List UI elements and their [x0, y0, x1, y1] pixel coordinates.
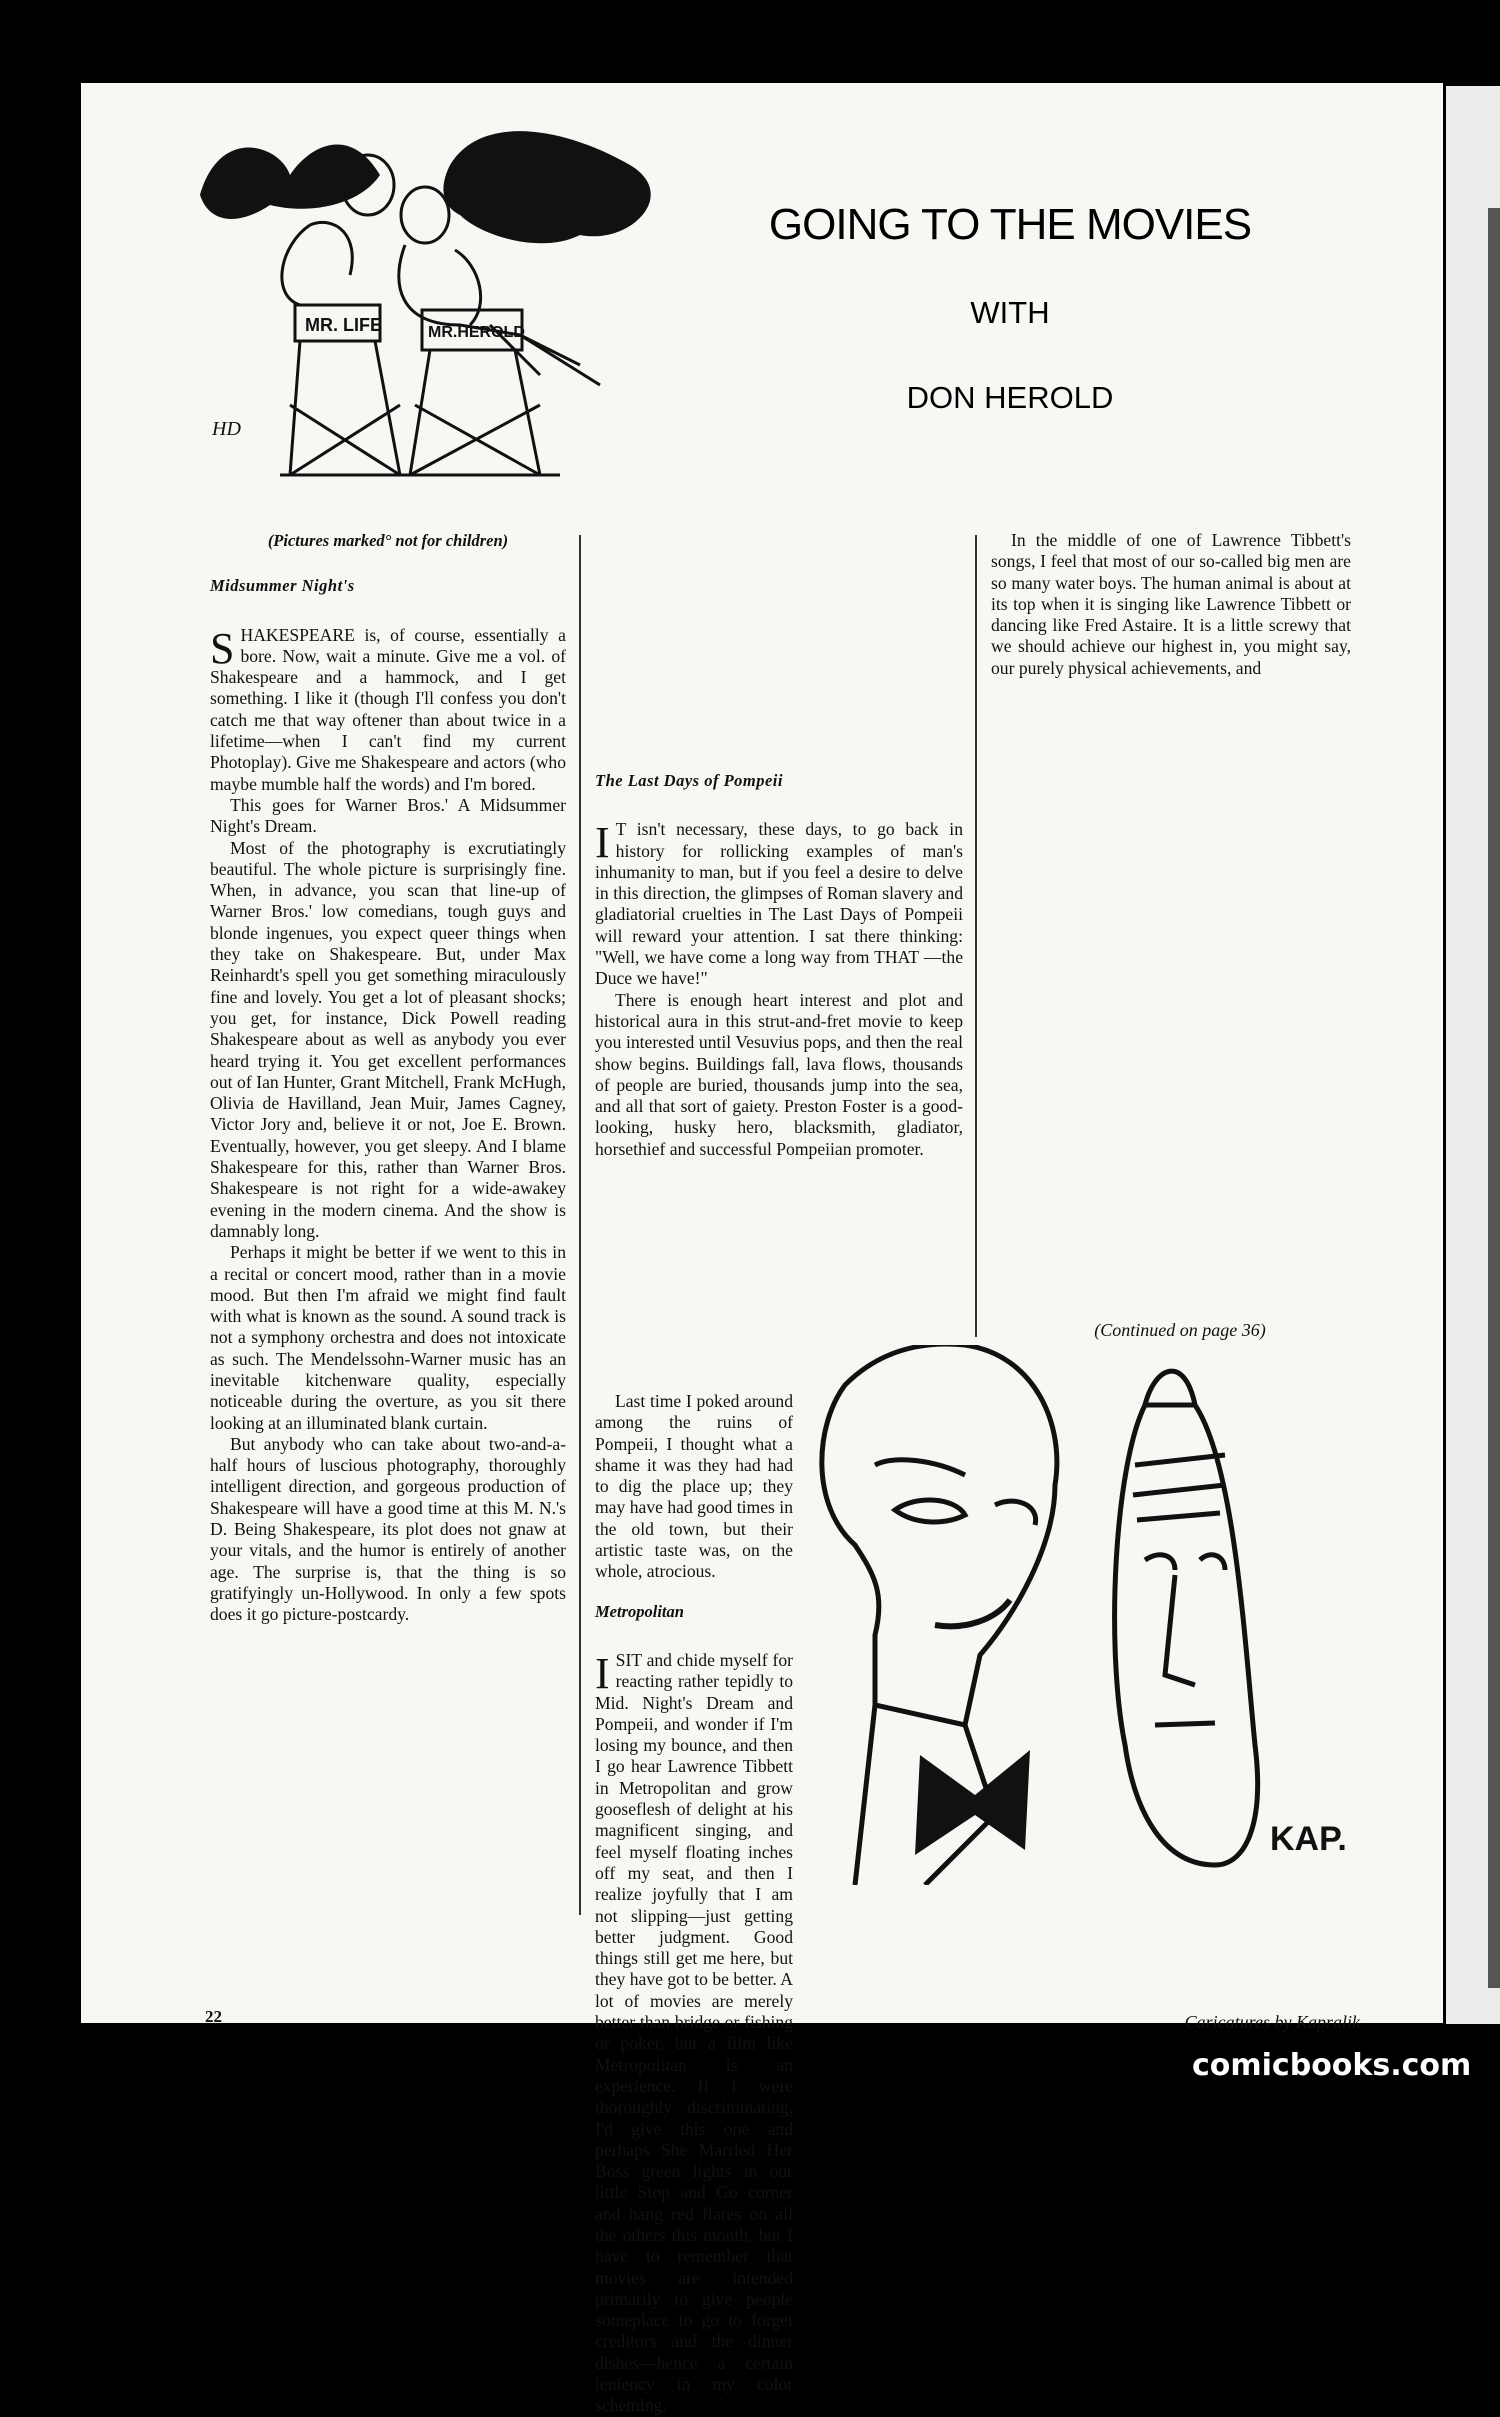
column-3: [991, 530, 1351, 679]
watermark: comicbooks.com: [1192, 2048, 1472, 2083]
paragraph: Perhaps it might be better if we went to this in a recital or concert mood, rather than in a movie mood. But then I'm afraid we might find fault with what is known as the sound. A sound track is not a symphony orchestra and does not intoxicate as such. The Mendelssohn-Warner music has an inevitable kitchenware quality, especially noticeable during the overture, as you sit there looking at an illuminated blank curtain.: [210, 1242, 566, 1433]
caricatures-illustration: [815, 1345, 1360, 1885]
column-rule: [579, 535, 581, 1915]
paragraph: ISIT and chide myself for reacting rather tepidly to Mid. Night's Dream and Pompeii, and wonder if I'm losing my bounce, and then I go hear Lawrence Tibbett in Metropolitan and grow gooseflesh of delight at his magnificent singing, and feel myself floating inches off my seat, and then I realize joyfully that I am not slipping—just getting better judgment. Good things still get me here, but they have got to be better. A lot of movies are merely better than bridge or fishing or poker, but a film like Metropolitan is an experience. If I were thoroughly discriminating, I'd give this one and perhaps She Married Her Boss green lights in our little Stop and Go corner and hang red flares on all the others this month, but I have to remember that movies are intended primarily to give people someplace to go to forget creditors and the dinner dishes—hence a certain leniency in my color scheming.: [595, 1648, 793, 2416]
drop-cap: I: [595, 818, 610, 868]
column-2: [595, 530, 963, 1160]
drop-cap: I: [595, 1648, 610, 1698]
paragraph: Last time I poked around among the ruins of Pompeii, I thought what a shame it was they had had to dig the place up; they may have had good times in the old town, but their artistic taste was, on the whole, atrocious.: [595, 1391, 793, 1582]
title-with: WITH: [970, 295, 1050, 330]
paragraph: This goes for Warner Bros.' A Midsummer Night's Dream.: [210, 794, 566, 837]
continued-note: (Continued on page 36): [1094, 1320, 1266, 1340]
header-illustration: [160, 85, 720, 495]
review-heading-pompeii: The Last Days of Pompeii: [595, 771, 783, 790]
artist-signature: HD: [212, 418, 241, 440]
paragraph: There is enough heart interest and plot and historical aura in this strut-and-fret movie to keep you interested until Vesuvius pops, and then the real show begins. Buildings fall, lava flows, thousands of people are buried, thousands jump into the sea, and all that sort of gaiety. Preston Foster is a good-looking, husky hero, blacksmith, gladiator, horsethief and successful Pompeiian promoter.: [595, 989, 963, 1159]
page-number: 22: [205, 2007, 222, 2026]
paragraph: In the middle of one of Lawrence Tibbett's songs, I feel that most of our so-called big men are so many water boys. The human animal is about at its top when it is singing like Lawrence Tibbett or dancing like Fred Astaire. It is a little screwy that we should achieve our highest in, you might say, our purely physical achievements, and: [991, 530, 1351, 678]
paragraph: SHAKESPEARE is, of course, essentially a bore. Now, wait a minute. Give me a vol. of Shakespeare and a hammock, and I get something. I like it (though I'll confess you don't catch me that way oftener than about twice in a lifetime—when I can't find my current Photoplay). Give me Shakespeare and actors (who maybe mumble half the words) and I'm bored.: [210, 623, 566, 794]
chair-left-label: MR. LIFE: [305, 315, 382, 335]
narrow-column: [595, 1391, 793, 2417]
drop-cap: S: [210, 623, 235, 673]
facing-page-gutter: [1488, 208, 1500, 1988]
chair-right-label: MR.HEROLD: [428, 324, 525, 341]
paragraph: But anybody who can take about two-and-a-half hours of luscious photography, thoroughly intelligent direction, and gorgeous production of Shakespeare will have a good time at this M. N.'s D. Being Shakespeare, its plot does not gnaw at your vitals, and the humor is entirely of another age. The surprise is, that the thing is so gratifyingly un-Hollywood. In only a few spots does it go picture-postcardy.: [210, 1433, 566, 1625]
review-heading-midsummer: Midsummer Night's: [210, 576, 355, 596]
caricature-signature: KAP.: [1270, 1820, 1347, 1858]
children-note: (Pictures marked° not for children): [267, 531, 509, 550]
column-rule: [975, 535, 977, 1337]
review-heading-metropolitan: Metropolitan: [595, 1601, 684, 1621]
facing-page-edge: [1446, 86, 1500, 2024]
column-1: [210, 530, 566, 1626]
caricature-credit: Caricatures by Kapralik: [1184, 2012, 1360, 2032]
paragraph: I T isn't necessary, these days, to go back in history for rollicking examples of man's inhumanity to man, but if you feel a desire to delve in this direction, the glimpses of Roman slavery and gladiatorial cruelties in The Last Days of Pompeii will reward your attention. I sat there thinking: "Well, we have come a long way from THAT —the Duce we have!": [595, 818, 963, 989]
article-title: GOING TO THE MOVIES: [768, 200, 1252, 249]
author-name: DON HEROLD: [906, 380, 1114, 415]
paragraph: Most of the photography is excrutiatingly beautiful. The whole picture is surprisingly fine. When, in advance, you scan that line-up of Warner Bros.' low comedians, tough guys and blonde ingenues, you expect queer things when they take on Shakespeare. But, under Max Reinhardt's spell you get something miraculously fine and lovely. You get a lot of pleasant shocks; you get, for instance, Dick Powell reading Shakespeare about as well as anybody you ever heard trying it. You get excellent performances out of Ian Hunter, Grant Mitchell, Frank McHugh, Olivia de Havilland, Jean Muir, James Cagney, Victor Jory and, believe it or not, Joe E. Brown. Eventually, however, you get sleepy. And I blame Shakespeare for this, rather than Warner Bros. Shakespeare is not right for a wide-awakey evening in the modern cinema. And the show is damnably long.: [210, 837, 566, 1241]
